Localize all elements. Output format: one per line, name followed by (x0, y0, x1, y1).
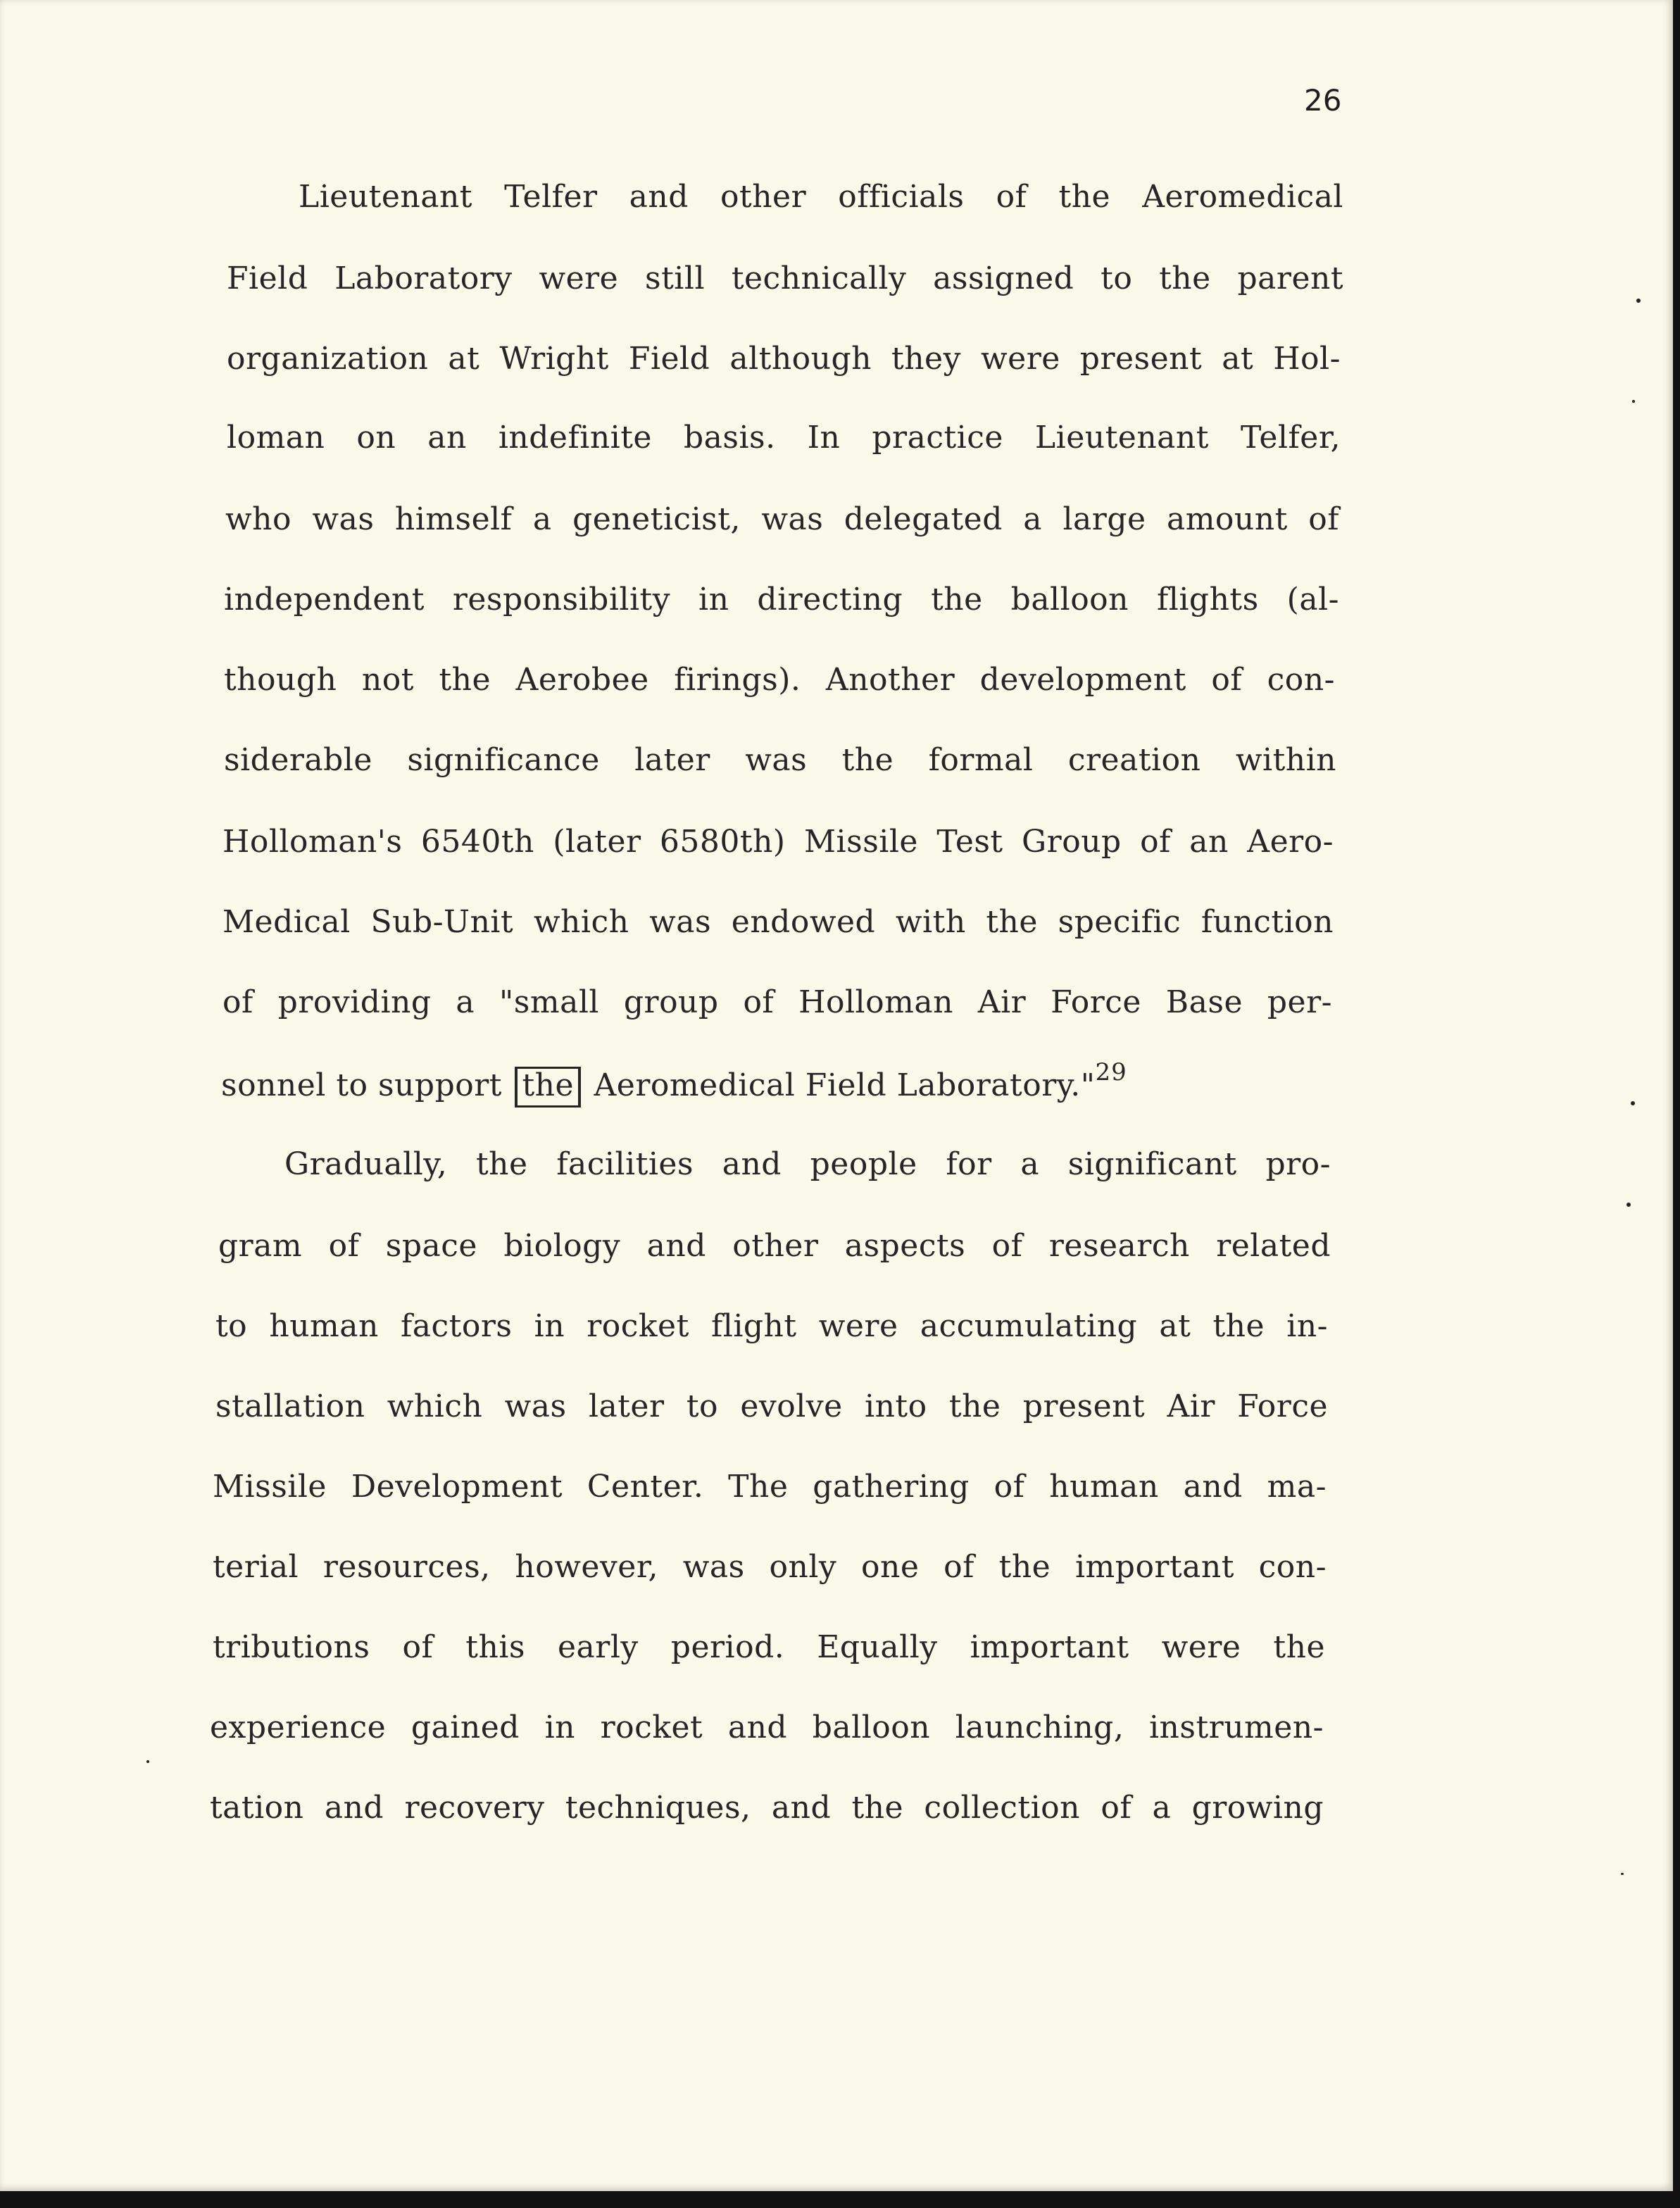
text-line: siderable significance later was the formal creation within (224, 742, 1336, 778)
text-line: Lieutenant Telfer and other officials of the Aeromedical (299, 179, 1343, 215)
text-line-footnoted (221, 1060, 1127, 1108)
page-number: 26 (1304, 83, 1342, 118)
text-line: stallation which was later to evolve into the present Air Force (215, 1388, 1328, 1424)
text-line: who was himself a geneticist, was delegated a large amount of (225, 501, 1339, 537)
text-line: Gradually, the facilities and people for a significant pro- (284, 1146, 1331, 1182)
scan-speck (1636, 299, 1641, 303)
text-line: of providing a "small group of Holloman Air Force Base per- (222, 984, 1332, 1020)
text-line: experience gained in rocket and balloon launching, instrumen- (210, 1710, 1324, 1745)
text-line: tributions of this early period. Equally important were the (213, 1629, 1325, 1665)
text-line: to human factors in rocket flight were accumulating at the in- (215, 1308, 1328, 1344)
text-line: terial resources, however, was only one of the important con- (213, 1549, 1327, 1585)
text-line: tation and recovery techniques, and the collection of a growing (210, 1790, 1324, 1826)
text-line: though not the Aerobee firings). Another development of con- (224, 662, 1335, 698)
text-line: gram of space biology and other aspects of research related (218, 1228, 1331, 1264)
scan-speck (1626, 1203, 1631, 1207)
footnote-marker: 29 (1095, 1058, 1127, 1086)
text-line: organization at Wright Field although they were present at Hol- (227, 341, 1341, 377)
text-segment: sonnel to support (221, 1067, 502, 1103)
text-segment: Aeromedical Field Laboratory." (594, 1067, 1096, 1103)
text-line: Holloman's 6540th (later 6580th) Missile Test Group of an Aero- (222, 824, 1334, 860)
scan-speck (1621, 1873, 1624, 1875)
scan-speck (1632, 400, 1635, 403)
text-line: Medical Sub-Unit which was endowed with the specific function (222, 904, 1334, 940)
scan-speck (1631, 1101, 1635, 1105)
text-line: Field Laboratory were still technically assigned to the parent (227, 261, 1343, 296)
text-line: Missile Development Center. The gathering of human and ma- (213, 1469, 1327, 1505)
editorial-bracket: the (515, 1067, 581, 1108)
scan-speck (146, 1760, 149, 1763)
text-line: loman on an indefinite basis. In practice Lieutenant Telfer, (227, 420, 1341, 456)
text-line: independent responsibility in directing the balloon flights (al- (224, 582, 1339, 617)
